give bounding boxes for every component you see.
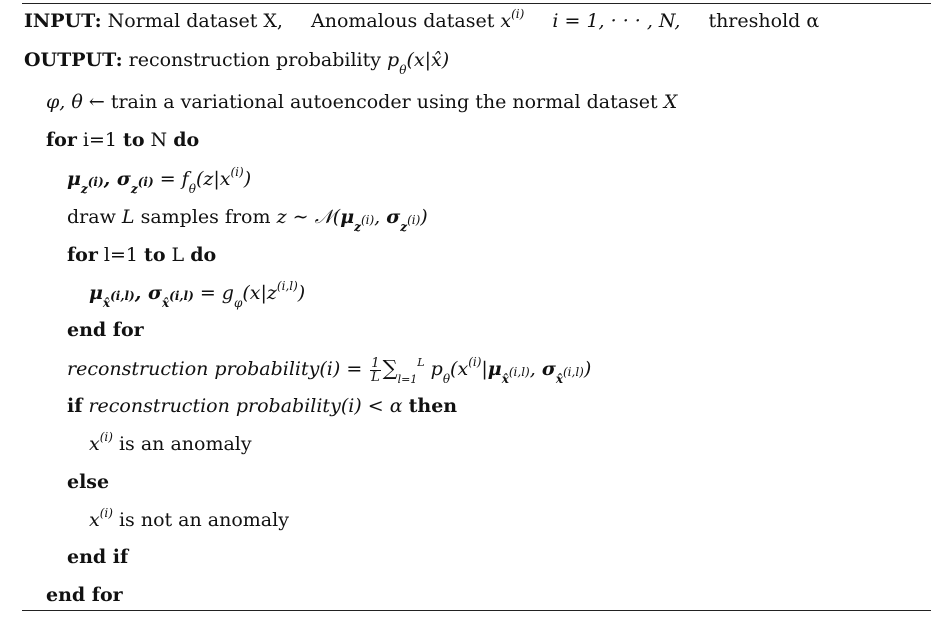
recon-line: reconstruction probability(i) = $\frac{1}{L}$ $\sum_{l=1}^L$ $p_\theta(x^{(i)}|\mu_{x̂^{(i,l)}}$, $\sigma_{x̂^{(i,l)}}$) [67, 354, 592, 386]
anomaly-var: $x^{(i)}$ [89, 429, 113, 455]
top-rule [22, 3, 931, 4]
outer-for-line: for i=1 to N do [46, 129, 200, 151]
bottom-rule [22, 610, 931, 611]
draw-formula: z ∼ $𝒩(\mu_{z^{(i)}}$, $\sigma_{z^{(i)}}$) [276, 206, 428, 234]
recon-formula: = $\frac{1}{L}$ $\sum_{l=1}^L$ $p_\theta(x^{(i)}|\mu_{x̂^{(i,l)}}$, $\sigma_{x̂^{(i,l)}}$) [346, 354, 592, 386]
outer-end-for: end for [46, 584, 123, 606]
output-line [24, 47, 450, 77]
input-line [24, 8, 819, 34]
index-range: i = 1, · · · , N, [552, 10, 681, 32]
encoder-line [67, 164, 252, 196]
train-var: X [663, 91, 678, 113]
train-formula: φ, θ ← [46, 91, 105, 113]
output-formula: $p_\theta(x|x̂)$ [387, 49, 450, 77]
train-text: train a variational autoencoder using the normal dataset [110, 91, 658, 113]
anomalous-text: Anomalous dataset [310, 10, 495, 32]
draw-line: draw L samples from z ∼ $𝒩(\mu_{z^{(i)}}$, $\sigma_{z^{(i)}}$) [67, 206, 428, 234]
input-text: Normal dataset X, [107, 10, 283, 32]
inner-end-for: end for [67, 319, 144, 341]
threshold-text: threshold α [708, 10, 820, 32]
if-line: if reconstruction probability(i) < α then [67, 395, 458, 417]
output-label: OUTPUT: [24, 49, 123, 71]
encoder-rhs: = $f_\theta(z|x^{(i)})$ [159, 164, 252, 196]
not-anomaly-var: $x^{(i)}$ [89, 505, 113, 531]
output-text: reconstruction probability [128, 49, 381, 71]
input-label: INPUT: [24, 10, 102, 32]
inner-for-line: for l=1 to L do [67, 244, 217, 266]
not-anomaly-line: $x^{(i)}$ is not an anomaly [89, 505, 289, 531]
anomaly-line: $x^{(i)}$ is an anomaly [89, 429, 252, 455]
decoder-rhs: = $g_\varphi(x|z^{(i,l)})$ [199, 278, 306, 310]
decoder-lhs: $\mu_{x̂^{(i,l)}}$, $\sigma_{x̂^{(i,l)}}$ [89, 282, 194, 310]
else-line: else [67, 471, 110, 493]
train-line [46, 89, 677, 115]
recon-label: reconstruction probability [67, 358, 320, 380]
encoder-lhs: $\mu_{z^{(i)}}$, $\sigma_{z^{(i)}}$ [67, 168, 154, 196]
end-if-line: end if [67, 546, 129, 568]
decoder-line [89, 278, 306, 310]
anomalous-var: $x^{(i)}$ [500, 6, 525, 32]
